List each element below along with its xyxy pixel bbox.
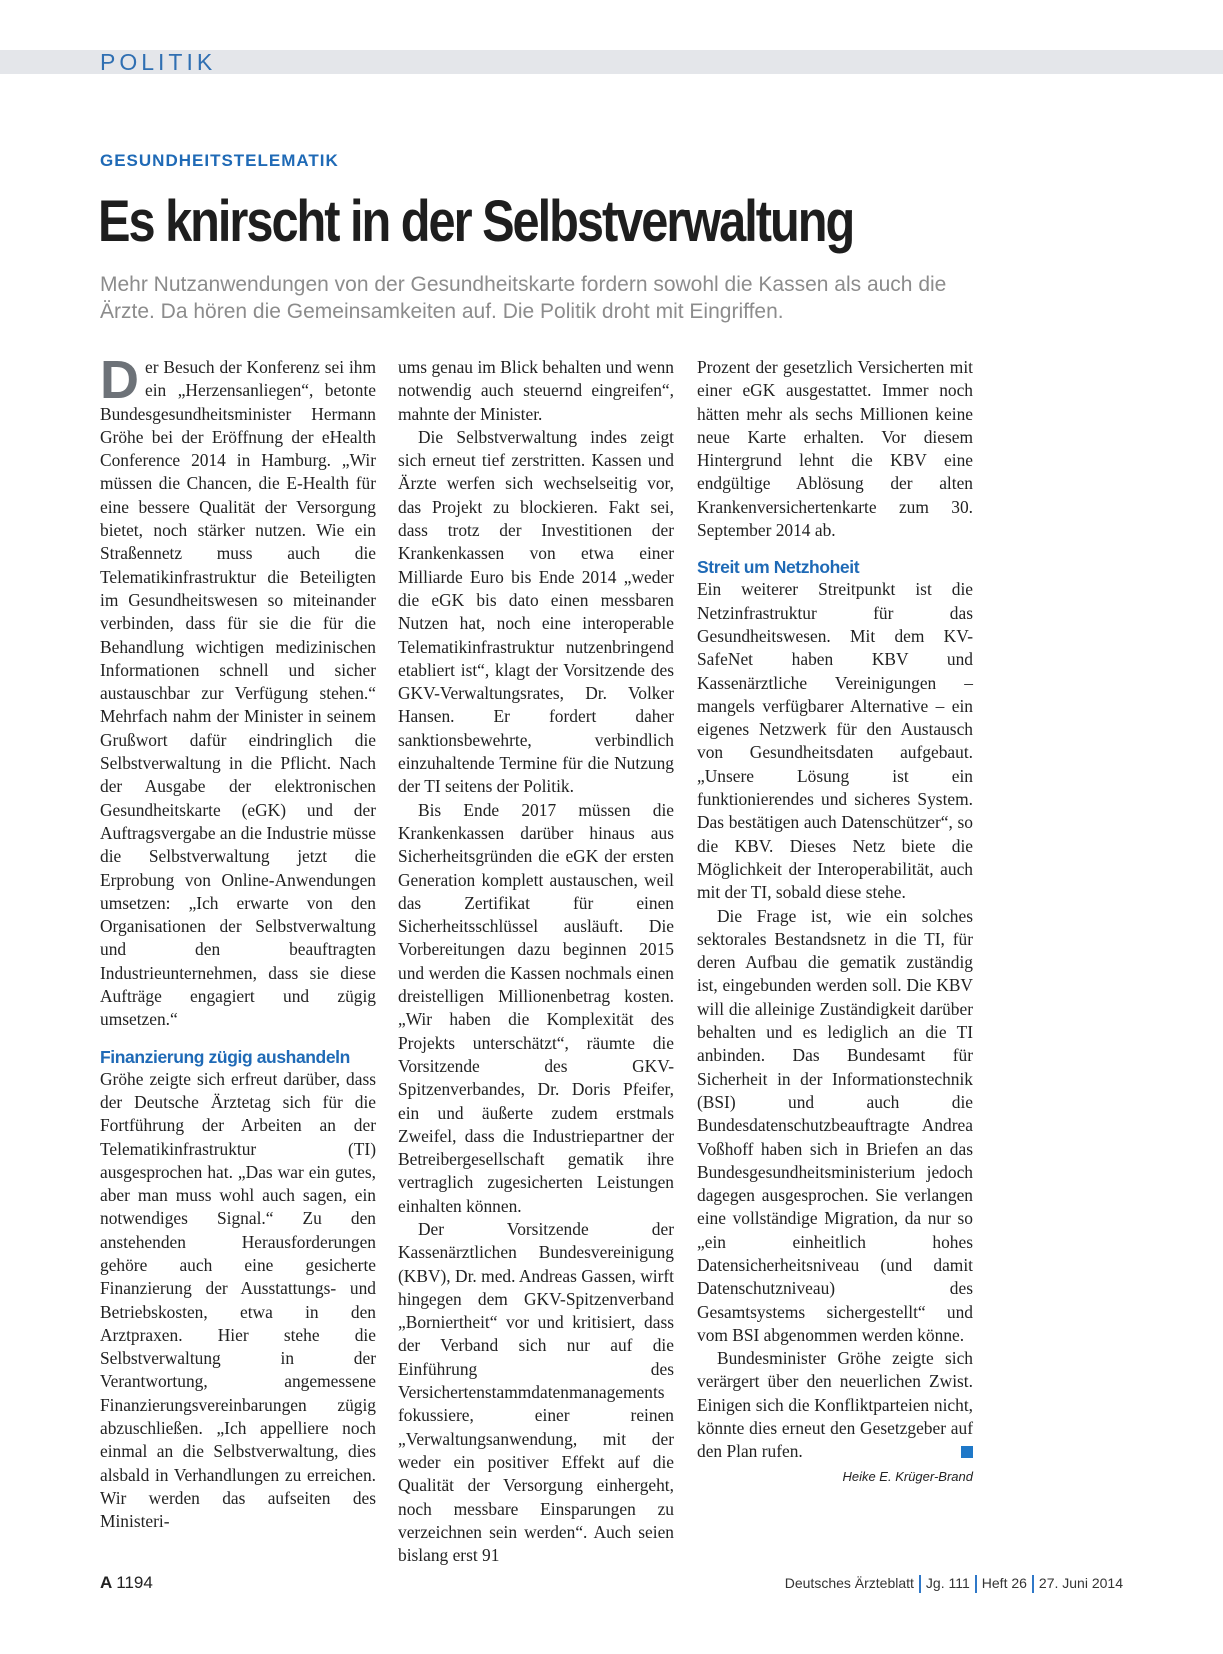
- paragraph-intro: [100, 350, 376, 1032]
- article-kicker: GESUNDHEITSTELEMATIK: [100, 151, 339, 170]
- separator: [1032, 1575, 1034, 1593]
- paragraph-2: Gröhe zeigte sich erfreut darüber, dass der Deutsche Ärztetag sich für die Fortführung der Arbeiten an der Telematikinfrastruktur (TI) ausgesprochen hat. „Das war ein gutes, aber man muss wohl auch sagen, ein notwendiges Signal.“ Zu den anstehenden Herausforderungen gehöre auch eine gesicherte Finanzierung der Ausstattungs- und Betriebskosten, etwa in den Arztpraxen. Hier stehe die Selbstverwaltung in der Verantwortung, angemessene Finanzierungsvereinbarungen zügig abzuschließen. „Ich appelliere noch einmal an die Selbstverwaltung, dies alsbald in Verhandlungen zu erreichen. Wir werden das aufseiten des Ministeri-: [100, 1068, 376, 1532]
- journal-issue: Heft 26: [981, 1575, 1027, 1591]
- article-subline: Mehr Nutzanwendungen von der Gesundheitskarte fordern sowohl die Kassen als auch die Ärzte. Da hören die Gemeinsamkeiten auf. Die Politik droht mit Eingriffen.: [100, 273, 947, 323]
- paragraph-6: Der Vorsitzende der Kassenärztlichen Bundesvereinigung (KBV), Dr. med. Andreas Gassen, wirft hingegen dem GKV-Spitzenverband „Borniertheit“ vor und kritisiert, dass der Verband sich nur auf die Einführung des Versichertenstammdatenmanagements fokussiere, einer reinen „Verwaltungsanwendung, mit der weder ein positiver Effekt auf die Qualität der Versorgung einhergeht, noch messbare Einsparungen zu verzeichnen sein werden“. Auch seien bislang erst 91: [398, 1218, 674, 1566]
- paragraph-7: Prozent der gesetzlich Versicherten mit einer eGK ausgestattet. Immer noch hätten mehr als sechs Millionen keine neue Karte erhalten. Vor diesem Hintergrund lehnt die KBV eine endgültige Ablösung der alten Krankenversichertenkarte zum 30. September 2014 ab.: [697, 357, 973, 541]
- page-folio: [100, 1573, 153, 1593]
- paragraph-4: Die Selbstverwaltung indes zeigt sich erneut tief zerstritten. Kassen und Ärzte werfen sich wechselseitig vor, das Projekt zu blockieren. Fakt sei, dass trotz der Investitionen der Krankenkassen von etwa einer Milliarde Euro bis Ende 2014 „weder die eGK bis dato einen messbaren Nutzen hat, noch eine interoperable Telematikinfrastruktur nutzenbringend etabliert ist“, klagt der Vorsitzende des GKV-Verwaltungsrates, Dr. Volker Hansen. Er fordert daher sanktionsbewehrte, verbindlich einzuhaltende Termine für die Nutzung der TI seitens der Politik.: [398, 426, 674, 797]
- drop-cap: D: [100, 350, 139, 410]
- journal-date: 27. Juni 2014: [1038, 1575, 1123, 1591]
- article-column-1: [100, 350, 376, 1534]
- article-column-2: [398, 356, 674, 1567]
- paragraph-10-text: Bundesminister Gröhe zeigte sich verärgert über den neuerlichen Zwist. Einigen sich die Konfliktparteien nicht, könnte dies erneut den Gesetzgeber auf den Plan rufen.: [697, 1348, 973, 1462]
- article-column-3: [697, 356, 973, 1486]
- paragraph-8: Ein weiterer Streitpunkt ist die Netzinfrastruktur für das Gesundheitswesen. Mit dem KV-SafeNet haben KBV und Kassenärztliche Vereinigungen – mangels verfügbarer Alternative – ein eigenes Netzwerk für den Austausch von Gesundheitsdaten aufgebaut. „Unsere Lösung ist ein funktionierendes und sicheres System. Das bestätigen auch Datenschützer“, so die KBV. Dieses Netz biete die Möglichkeit der Interoperabilität, auch mit der TI, sobald diese stehe.: [697, 579, 973, 903]
- separator: [975, 1575, 977, 1593]
- author-byline: Heike E. Krüger-Brand: [842, 1468, 973, 1484]
- subhead-netzhoheit: Streit um Netzhoheit: [697, 557, 860, 578]
- paragraph-5: Bis Ende 2017 müssen die Krankenkassen darüber hinaus aus Sicherheitsgründen die eGK der ersten Generation komplett austauschen, weil das Zertifikat für einen Sicherheitsschlüssel ausläuft. Die Vorbereitungen dazu beginnen 2015 und werden die Kassen nochmals einen dreistelligen Millionenbetrag kosten. „Wir haben die Komplexität des Projekts unterschätzt“, räumte die Vorsitzende des GKV-Spitzenverbandes, Dr. Doris Pfeifer, ein und äußerte zudem erstmals Zweifel, dass die Industriepartner der Betreibergesellschaft gematik ihre vertraglich zugesicherten Leistungen einhalten können.: [398, 799, 674, 1216]
- journal-name: Deutsches Ärzteblatt: [784, 1575, 914, 1591]
- article-headline: Es knirscht in der Selbstverwaltung: [98, 189, 854, 254]
- page-number: 1194: [116, 1573, 153, 1592]
- page-prefix: A: [100, 1573, 113, 1592]
- subhead-finanzierung: Finanzierung zügig aushandeln: [100, 1046, 350, 1067]
- paragraph-9: Die Frage ist, wie ein solches sektorales Bestandsnetz in die TI, für deren Aufbau die gematik zuständig ist, eingebunden werden soll. Die KBV will die alleinige Zuständigkeit darüber behalten und es lediglich an die TI anbinden. Das Bundesamt für Sicherheit in der Informationstechnik (BSI) und auch die Bundesdatenschutzbeauftragte Andrea Voßhoff haben sich in Briefen an das Bundesgesundheitsministerium jedoch dagegen ausgesprochen. Sie verlangen eine vollständige Migration, da nur so „ein einheitlich hohes Datensicherheitsniveau (und damit Datenschutzniveau) des Gesamtsystems sichergestellt“ und vom BSI abgenommen werden könne.: [697, 905, 973, 1345]
- paragraph-intro-text: er Besuch der Konferenz sei ihm ein „Herzensanliegen“, betonte Bundesgesundheitsminister Hermann Gröhe bei der Eröffnung der eHealth Conference 2014 in Hamburg. „Wir müssen die Chancen, die E-Health für eine bessere Qualität der Versorgung bietet, noch stärker nutzen. Wie ein Straßennetz muss auch die Telematikinfrastruktur die Beteiligten im Gesundheitswesen so miteinander verbinden, dass für sie die für die Behandlung wichtigen medizinischen Informationen schnell und sicher austauschbar zur Verfügung stehen.“ Mehrfach nahm der Minister in seinem Grußwort dafür eindringlich die Selbstverwaltung in die Pflicht. Nach der Ausgabe der elektronischen Gesundheitskarte (eGK) und der Auftragsvergabe an die Industrie müsse die Selbstverwaltung jetzt die Erprobung von Online-Anwendungen umsetzen: „Ich erwarte von den Organisationen der Selbstverwaltung und den beauftragten Industrieunternehmen, dass sie diese Aufträge engagiert und zügig umsetzen.“: [100, 357, 376, 1030]
- end-mark-icon: [961, 1446, 973, 1458]
- paragraph-10: [697, 1347, 973, 1463]
- paragraph-3: ums genau im Blick behalten und wenn notwendig auch steuernd eingreifen“, mahnte der Minister.: [398, 357, 674, 424]
- journal-volume: Jg. 111: [925, 1575, 970, 1591]
- journal-info: [785, 1575, 1123, 1593]
- section-label: POLITIK: [100, 49, 217, 75]
- separator: [919, 1575, 921, 1593]
